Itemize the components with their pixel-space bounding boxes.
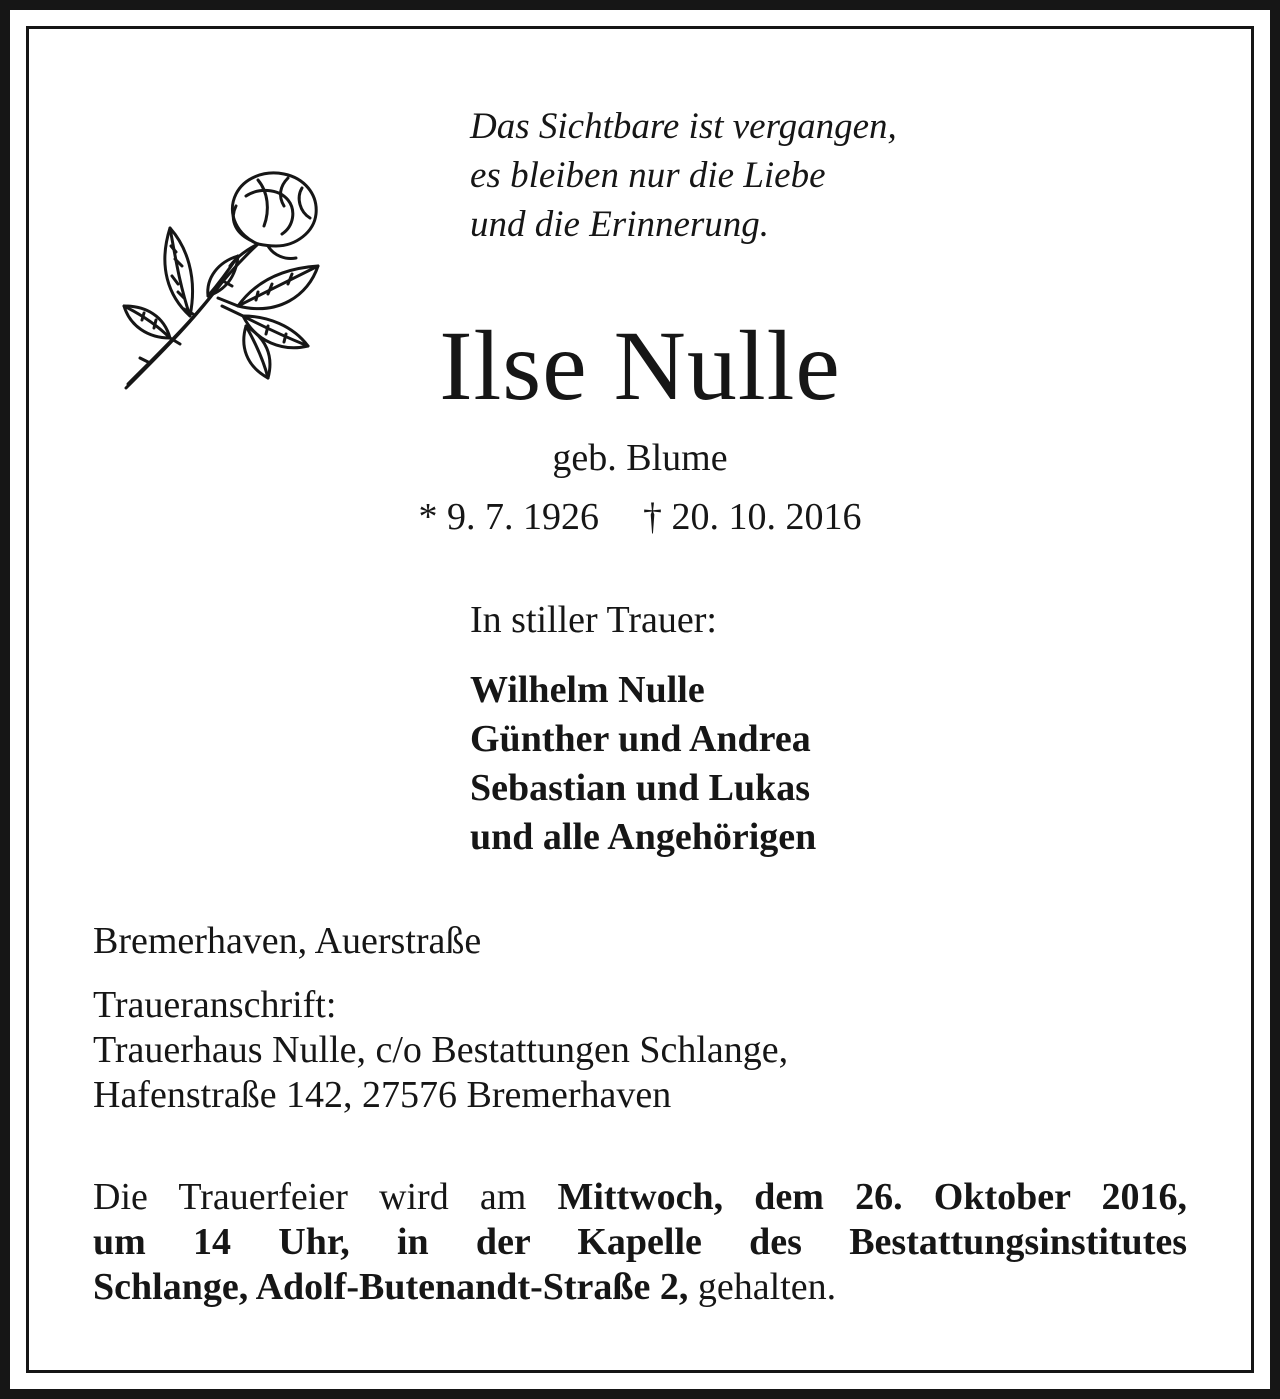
funeral-date: Mittwoch, dem 26. Oktober 2016,	[557, 1176, 1187, 1218]
address-line-1: Trauerhaus Nulle, c/o Bestattungen Schlange,	[93, 1029, 789, 1071]
funeral-line-3	[93, 1265, 1187, 1310]
mourner-4: und alle Angehörigen	[470, 816, 817, 858]
death-date: † 20. 10. 2016	[643, 496, 862, 538]
funeral-intro: Die Trauerfeier wird am	[93, 1176, 558, 1218]
condolence-address	[93, 983, 788, 1118]
mourner-1: Wilhelm Nulle	[470, 669, 705, 711]
mourning-intro: In stiller Trauer:	[470, 599, 717, 641]
mourners-list	[470, 666, 816, 862]
mourner-2: Günther und Andrea	[470, 718, 811, 760]
life-dates	[0, 494, 1280, 540]
address-line-2: Hafenstraße 142, 27576 Bremerhaven	[93, 1074, 672, 1116]
quote-line-2: es bleiben nur die Liebe	[470, 155, 826, 196]
maiden-name: geb. Blume	[552, 437, 728, 479]
quote-line-3: und die Erinnerung.	[470, 204, 770, 245]
funeral-line-1	[93, 1175, 1187, 1220]
place-line: Bremerhaven, Auerstraße	[93, 920, 482, 962]
quote-line-1: Das Sichtbare ist vergangen,	[470, 106, 897, 147]
memorial-quote	[470, 102, 897, 249]
mourner-3: Sebastian und Lukas	[470, 767, 811, 809]
deceased-name: Ilse Nulle	[439, 310, 841, 421]
funeral-outro: gehalten.	[688, 1266, 837, 1308]
birth-date: * 9. 7. 1926	[418, 496, 599, 538]
funeral-time-place: um 14 Uhr, in der Kapelle des Bestattungsinstitutes	[93, 1221, 1187, 1263]
funeral-line-2	[93, 1220, 1187, 1265]
address-label: Traueranschrift:	[93, 984, 337, 1026]
funeral-notice	[93, 1175, 1187, 1310]
funeral-venue: Schlange, Adolf-Butenandt-Straße 2,	[93, 1266, 689, 1308]
